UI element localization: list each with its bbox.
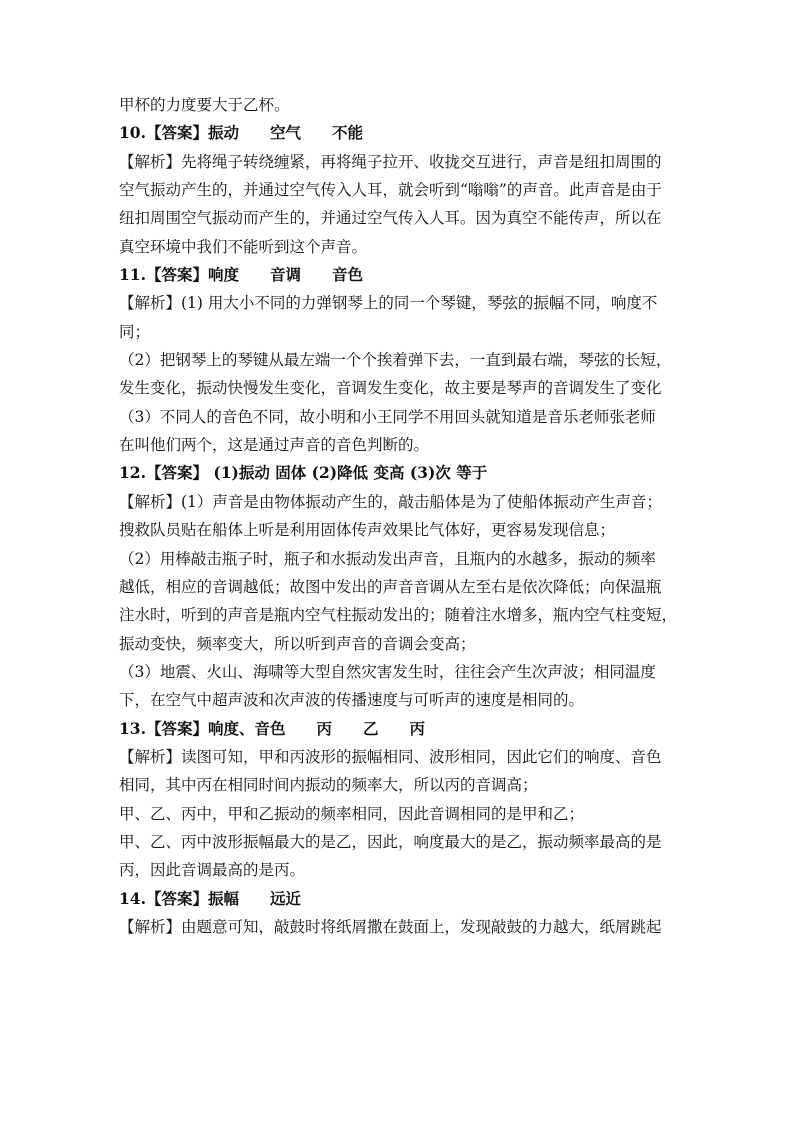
explanation-line: 【解析】(1）声音是由物体振动产生的，敲击船体是为了使船体振动产生声音； xyxy=(119,492,662,511)
text-line: （3）地震、火山、海啸等大型自然灾害发生时，往往会产生次声波；相同温度 xyxy=(119,662,656,681)
text-line: 注水时，听到的声音是瓶内空气柱振动发出的；随着注水增多，瓶内空气柱变短， xyxy=(119,606,678,625)
text-line: 甲杯的力度要大于乙杯。 xyxy=(119,96,290,114)
text-line: 下，在空气中超声波和次声波的传播速度与可听声的速度是相同的。 xyxy=(119,691,585,710)
text-line: 越低，相应的音调越低；故图中发出的声音音调从左至右是依次降低；向保温瓶 xyxy=(119,577,662,596)
text-line: 甲、乙、丙中波形振幅最大的是乙，因此，响度最大的是乙，振动频率最高的是 xyxy=(119,832,662,851)
answer-heading-11: 11.【答案】响度 音调 音色 xyxy=(119,265,363,285)
text-line: （2）把钢琴上的琴键从最左端一个个挨着弹下去，一直到最右端，琴弦的长短， xyxy=(119,351,672,370)
text-line: 发生变化，振动快慢发生变化，音调发生变化，故主要是琴声的音调发生了变化 xyxy=(119,379,662,398)
answer-heading-10: 10.【答案】振动 空气 不能 xyxy=(119,123,363,143)
document-page xyxy=(119,91,679,941)
explanation-line: 【解析】读图可知，甲和丙波形的振幅相同、波形相同，因此它们的响度、音色 xyxy=(119,747,662,766)
text-line: 空气振动产生的，并通过空气传入人耳，就会听到“嗡嗡”的声音。此声音是由于 xyxy=(119,181,662,200)
explanation-line: 【解析】(1) 用大小不同的力弹钢琴上的同一个琴键，琴弦的振幅不同，响度不 xyxy=(119,294,658,313)
text-line: （3）不同人的音色不同，故小明和小王同学不用回头就知道是音乐老师张老师 xyxy=(119,407,656,426)
text-line: （2）用棒敲击瓶子时，瓶子和水振动发出声音，且瓶内的水越多，振动的频率 xyxy=(119,549,656,568)
text-line: 同； xyxy=(119,322,151,341)
text-line: 在叫他们两个，这是通过声音的音色判断的。 xyxy=(119,436,430,455)
answer-heading-13: 13.【答案】响度、音色 丙 乙 丙 xyxy=(119,718,425,738)
text-line: 搜救队员贴在船体上听是利用固体传声效果比气体好，更容易发现信息； xyxy=(119,521,616,540)
text-line: 真空环境中我们不能听到这个声音。 xyxy=(119,237,368,256)
text-line: 纽扣周围空气振动而产生的，并通过空气传入人耳。因为真空不能传声，所以在 xyxy=(119,209,662,228)
text-line: 甲、乙、丙中，甲和乙振动的频率相同，因此音调相同的是甲和乙； xyxy=(119,804,585,823)
text-line: 丙，因此音调最高的是丙。 xyxy=(119,861,306,880)
answer-heading-12: 12.【答案】 (1)振动 固体 (2)降低 变高 (3)次 等于 xyxy=(119,463,488,483)
answer-heading-14: 14.【答案】振幅 远近 xyxy=(119,888,301,908)
explanation-line: 【解析】先将绳子转绕缠紧，再将绳子拉开、收拢交互进行，声音是纽扣周围的 xyxy=(119,152,662,171)
text-line: 振动变快，频率变大，所以听到声音的音调会变高； xyxy=(119,634,476,653)
explanation-line: 【解析】由题意可知，敲鼓时将纸屑撒在鼓面上，发现敲鼓的力越大，纸屑跳起 xyxy=(119,917,662,936)
text-line: 相同，其中丙在相同时间内振动的频率大，所以丙的音调高； xyxy=(119,776,538,795)
